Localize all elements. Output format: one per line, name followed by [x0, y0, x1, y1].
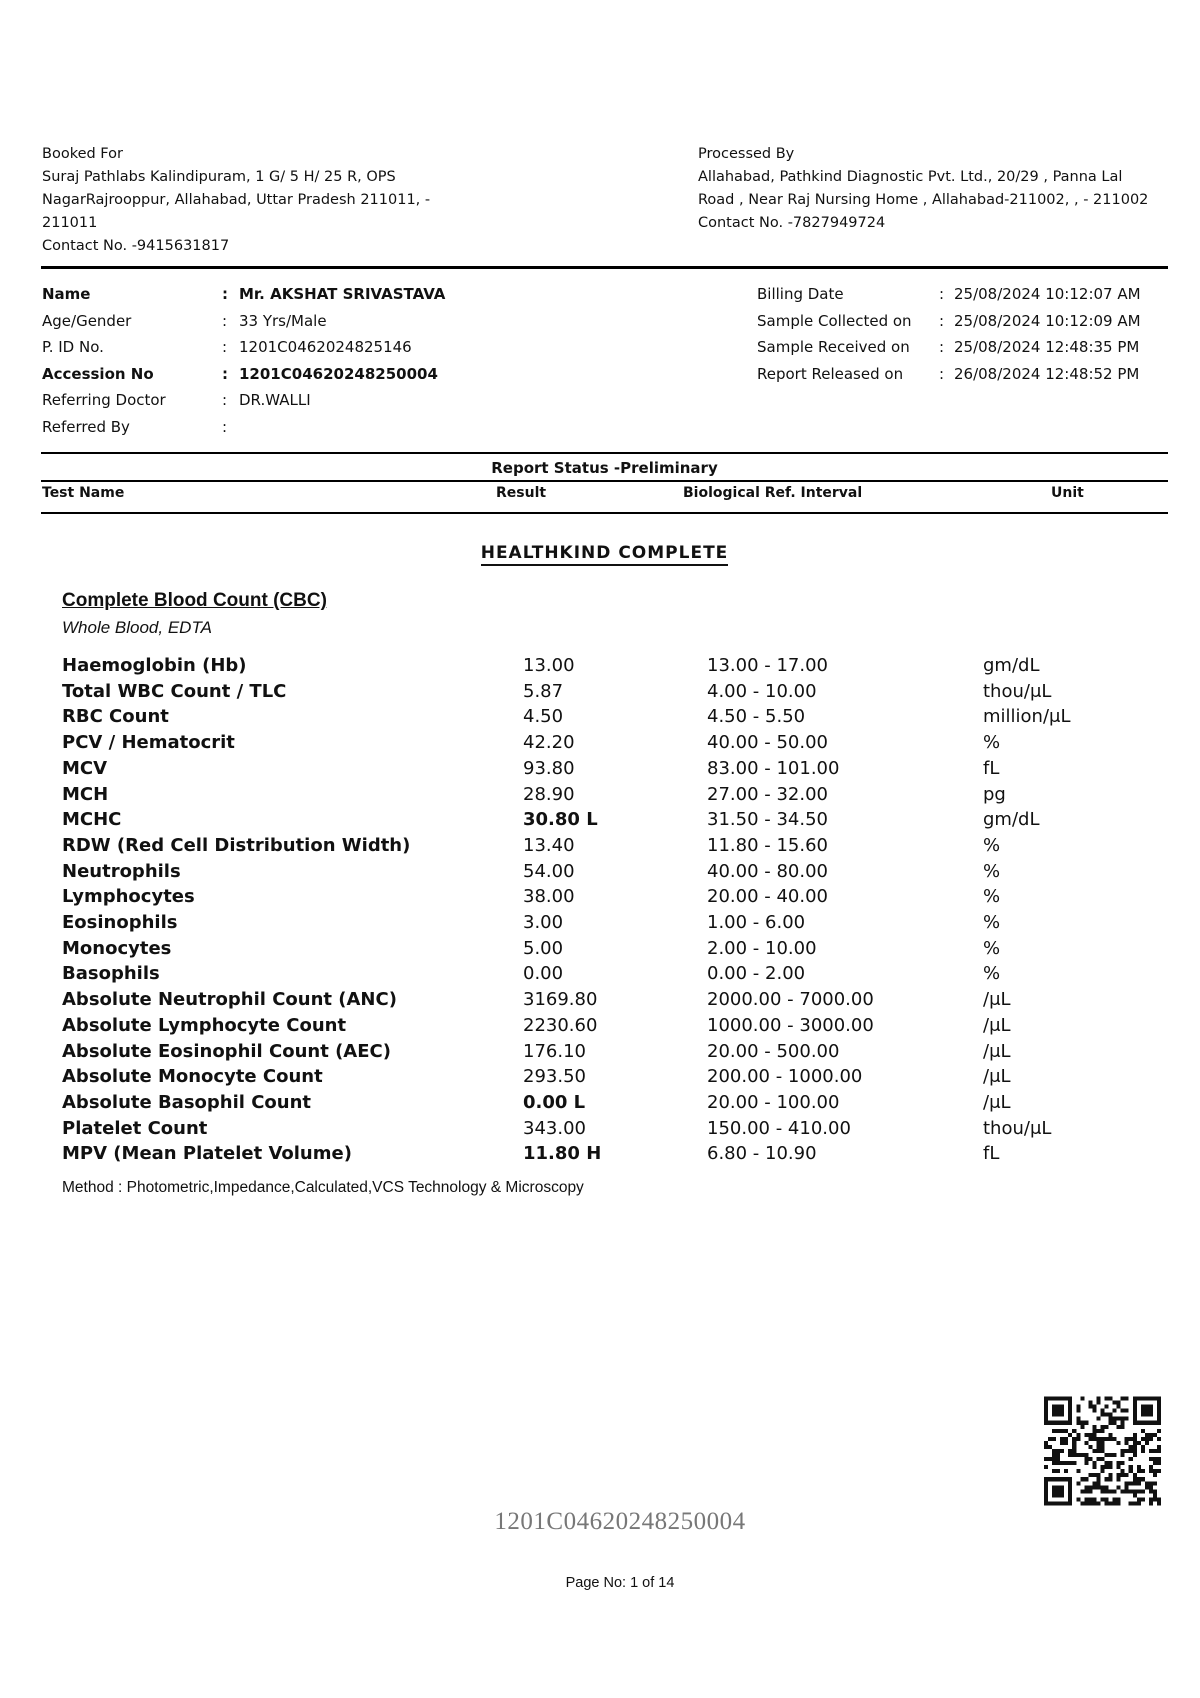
table-row [0, 1118, 1200, 1144]
column-header-top-rule [41, 480, 1168, 482]
test-result: 0.00 L [523, 1091, 586, 1113]
referring-doctor-value: DR.WALLI [239, 391, 311, 409]
processed-by-block [698, 143, 1168, 235]
sample-received-label: Sample Received on [757, 338, 910, 356]
table-row [0, 989, 1200, 1015]
test-name: MPV (Mean Platelet Volume) [62, 1143, 352, 1165]
test-ref-interval: 1000.00 - 3000.00 [707, 1014, 874, 1036]
booked-for-heading: Booked For [42, 146, 123, 162]
pid-label: P. ID No. [42, 338, 104, 356]
test-result: 4.50 [523, 706, 564, 728]
separator: : [939, 364, 945, 383]
sample-collected-label: Sample Collected on [757, 311, 912, 330]
test-ref-interval: 27.00 - 32.00 [707, 783, 828, 805]
test-ref-interval: 2000.00 - 7000.00 [707, 989, 874, 1011]
test-unit: thou/μL [983, 1117, 1052, 1139]
test-unit: /μL [983, 1014, 1011, 1036]
barcode-number: 1201C04620248250004 [494, 1508, 746, 1535]
test-ref-interval: 20.00 - 500.00 [707, 1040, 840, 1062]
table-row [0, 835, 1200, 861]
test-name: Monocytes [62, 937, 172, 959]
sample-received-value: 25/08/2024 12:48:35 PM [954, 338, 1140, 356]
test-result: 5.87 [523, 680, 564, 702]
test-unit: /μL [983, 989, 1011, 1011]
patient-name-label: Name [42, 285, 91, 303]
separator: : [222, 364, 228, 383]
column-unit: Unit [1051, 485, 1084, 501]
processed-by-heading: Processed By [698, 146, 795, 162]
test-result: 343.00 [523, 1117, 586, 1139]
separator: : [939, 285, 945, 303]
test-unit: % [983, 912, 1001, 933]
sample-collected-value: 25/08/2024 10:12:09 AM [954, 311, 1141, 330]
test-result: 38.00 [523, 886, 575, 908]
report-released-value: 26/08/2024 12:48:52 PM [954, 364, 1140, 383]
table-row [0, 1015, 1200, 1041]
accession-label: Accession No [42, 364, 154, 383]
page-number: Page No: 1 of 14 [565, 1575, 675, 1591]
booked-for-line: 211011 [42, 215, 98, 231]
test-ref-interval: 40.00 - 50.00 [707, 732, 828, 754]
test-name: Absolute Neutrophil Count (ANC) [62, 989, 397, 1011]
test-name: MCHC [62, 809, 122, 831]
test-result: 30.80 L [523, 809, 598, 831]
test-result: 293.50 [523, 1066, 586, 1088]
test-unit: million/μL [983, 706, 1071, 728]
pid-value: 1201C0462024825146 [239, 338, 412, 356]
test-ref-interval: 150.00 - 410.00 [707, 1117, 851, 1139]
processed-by-line: Allahabad, Pathkind Diagnostic Pvt. Ltd., 20/29 , Panna Lal [698, 169, 1123, 185]
column-ref-interval: Biological Ref. Interval [683, 485, 863, 501]
table-row [0, 1143, 1200, 1169]
test-ref-interval: 1.00 - 6.00 [707, 912, 806, 933]
test-name: Basophils [62, 963, 160, 985]
table-row [0, 912, 1200, 938]
booked-for-block [42, 143, 482, 258]
test-unit: fL [983, 1143, 1000, 1165]
test-result: 11.80 H [523, 1143, 602, 1165]
billing-date-label: Billing Date [757, 285, 844, 303]
age-gender-value: 33 Yrs/Male [239, 311, 327, 330]
test-name: Neutrophils [62, 860, 181, 882]
table-row [0, 681, 1200, 707]
separator: : [222, 417, 228, 436]
header-divider [41, 266, 1168, 269]
table-row [0, 1092, 1200, 1118]
test-name: PCV / Hematocrit [62, 732, 235, 754]
test-name: RBC Count [62, 706, 169, 728]
test-ref-interval: 0.00 - 2.00 [707, 963, 806, 985]
patient-name-value: Mr. AKSHAT SRIVASTAVA [239, 285, 446, 303]
test-ref-interval: 31.50 - 34.50 [707, 809, 828, 831]
test-ref-interval: 4.50 - 5.50 [707, 706, 806, 728]
test-result: 42.20 [523, 732, 575, 754]
test-ref-interval: 83.00 - 101.00 [707, 757, 840, 779]
test-result: 3.00 [523, 912, 564, 933]
test-result: 176.10 [523, 1040, 586, 1062]
report-status: Report Status -Preliminary [491, 459, 718, 477]
table-row [0, 1066, 1200, 1092]
separator: : [939, 338, 945, 356]
test-unit: % [983, 834, 1001, 856]
column-test-name: Test Name [42, 485, 125, 501]
billing-date-value: 25/08/2024 10:12:07 AM [954, 285, 1141, 303]
column-header-bottom-rule [41, 512, 1168, 514]
booked-for-line: NagarRajrooppur, Allahabad, Uttar Pradesh 211011, - [42, 192, 431, 208]
table-row [0, 784, 1200, 810]
separator: : [222, 338, 228, 356]
processed-by-line: Contact No. -7827949724 [698, 215, 886, 231]
table-row [0, 758, 1200, 784]
section-title: Complete Blood Count (CBC) [62, 590, 327, 611]
test-unit: % [983, 860, 1001, 882]
test-result: 54.00 [523, 860, 575, 882]
test-result: 13.00 [523, 655, 575, 676]
table-row [0, 706, 1200, 732]
test-unit: pg [983, 783, 1006, 805]
test-ref-interval: 20.00 - 40.00 [707, 886, 828, 908]
test-name: Lymphocytes [62, 886, 195, 908]
test-result: 3169.80 [523, 989, 598, 1011]
test-unit: % [983, 937, 1001, 959]
test-unit: fL [983, 757, 1000, 779]
table-row [0, 963, 1200, 989]
test-name: Absolute Monocyte Count [62, 1066, 323, 1088]
column-result: Result [496, 485, 547, 501]
booked-for-line: Contact No. -9415631817 [42, 238, 230, 254]
test-ref-interval: 13.00 - 17.00 [707, 655, 828, 676]
test-result: 28.90 [523, 783, 575, 805]
table-row [0, 886, 1200, 912]
test-name: Absolute Lymphocyte Count [62, 1014, 347, 1036]
age-gender-label: Age/Gender [42, 311, 132, 330]
profile-title [41, 543, 1168, 563]
test-name: Haemoglobin (Hb) [62, 655, 247, 676]
accession-value: 1201C04620248250004 [239, 364, 438, 383]
qr-code-icon [1044, 1396, 1161, 1506]
test-unit: gm/dL [983, 809, 1040, 831]
test-name: MCV [62, 757, 108, 779]
test-result: 13.40 [523, 834, 575, 856]
booked-for-line: Suraj Pathlabs Kalindipuram, 1 G/ 5 H/ 25 R, OPS [42, 169, 396, 185]
test-ref-interval: 6.80 - 10.90 [707, 1143, 817, 1165]
profile-title-text: HEALTHKIND COMPLETE [481, 543, 729, 566]
test-unit: /μL [983, 1040, 1011, 1062]
test-name: Platelet Count [62, 1117, 208, 1139]
test-ref-interval: 11.80 - 15.60 [707, 834, 828, 856]
test-unit: gm/dL [983, 655, 1040, 676]
separator: : [222, 285, 228, 303]
test-ref-interval: 2.00 - 10.00 [707, 937, 817, 959]
table-row [0, 655, 1200, 681]
referring-doctor-label: Referring Doctor [42, 391, 166, 409]
report-released-label: Report Released on [757, 364, 904, 383]
test-result: 5.00 [523, 937, 564, 959]
test-name: Total WBC Count / TLC [62, 680, 287, 702]
processed-by-line: Road , Near Raj Nursing Home , Allahabad-211002, , - 211002 [698, 192, 1149, 208]
separator: : [939, 311, 945, 330]
test-ref-interval: 20.00 - 100.00 [707, 1091, 840, 1113]
test-unit: /μL [983, 1091, 1011, 1113]
table-row [0, 809, 1200, 835]
test-unit: % [983, 732, 1001, 754]
table-row [0, 861, 1200, 887]
test-ref-interval: 4.00 - 10.00 [707, 680, 817, 702]
test-unit: % [983, 886, 1001, 908]
test-unit: thou/μL [983, 680, 1052, 702]
test-name: MCH [62, 783, 109, 805]
separator: : [222, 311, 228, 330]
test-ref-interval: 40.00 - 80.00 [707, 860, 828, 882]
separator: : [222, 391, 228, 409]
table-row [0, 1041, 1200, 1067]
test-name: Eosinophils [62, 912, 178, 933]
referred-by-label: Referred By [42, 417, 130, 436]
table-row [0, 732, 1200, 758]
test-result: 2230.60 [523, 1014, 598, 1036]
test-name: RDW (Red Cell Distribution Width) [62, 834, 411, 856]
status-top-rule [41, 452, 1168, 454]
test-unit: % [983, 963, 1001, 985]
test-unit: /μL [983, 1066, 1011, 1088]
table-row [0, 938, 1200, 964]
method-note: Method : Photometric,Impedance,Calculated,VCS Technology & Microscopy [62, 1179, 584, 1196]
test-result: 0.00 [523, 963, 564, 985]
specimen-type: Whole Blood, EDTA [62, 618, 212, 637]
test-ref-interval: 200.00 - 1000.00 [707, 1066, 863, 1088]
test-name: Absolute Basophil Count [62, 1091, 312, 1113]
test-result: 93.80 [523, 757, 575, 779]
test-name: Absolute Eosinophil Count (AEC) [62, 1040, 391, 1062]
